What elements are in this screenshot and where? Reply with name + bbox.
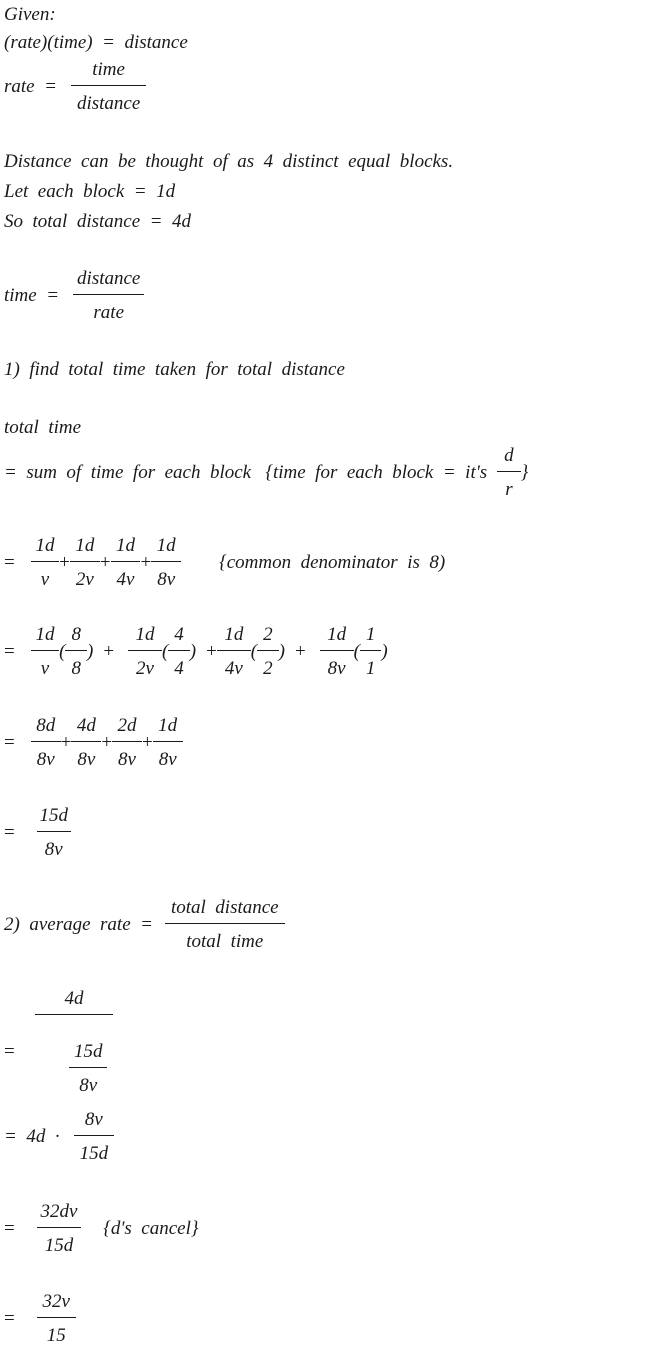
average-rate-equation [4, 898, 285, 951]
term-numerator: 1d [35, 535, 55, 556]
fraction-sum-line [4, 536, 445, 589]
unit-fraction [360, 625, 382, 678]
result-denominator: 8v [37, 831, 71, 859]
inner-numerator: 15d [73, 1041, 103, 1062]
term-denominator: 4v [217, 650, 251, 678]
cancel-note: {d's cancel} [103, 1217, 199, 1239]
eighths-sum-line [4, 716, 183, 769]
time-denominator: rate [73, 294, 144, 322]
term-numerator: 1d [156, 535, 176, 556]
product-numerator: 32dv [40, 1201, 78, 1222]
d-over-r-fraction [497, 446, 520, 499]
term-fraction [31, 716, 61, 769]
term-numerator: 1d [224, 624, 244, 645]
average-rate-fraction [165, 898, 285, 951]
term-fraction [31, 536, 59, 589]
unit-numerator: 8 [71, 624, 81, 645]
description-line-1: Distance can be thought of as 4 distinct equal blocks. [4, 151, 454, 172]
result-numerator: 15d [39, 805, 68, 826]
plus-sign: + [141, 731, 153, 753]
inner-denominator: 8v [69, 1067, 107, 1095]
unit-numerator: 1 [365, 624, 376, 645]
term-fraction [217, 625, 251, 678]
unit-fraction [168, 625, 190, 678]
term-numerator: 1d [35, 624, 55, 645]
r-denominator: r [497, 471, 520, 499]
close-paren: ) [86, 640, 94, 662]
term-numerator: 2d [117, 715, 137, 736]
term-fraction [111, 536, 141, 589]
common-denominator-note: {common denominator is 8) [219, 551, 446, 573]
rate-numerator: time [92, 59, 125, 80]
plus-sign: + [140, 551, 152, 573]
close-paren: ) [189, 640, 197, 662]
given-label: Given: [4, 4, 56, 25]
d-numerator: d [504, 445, 514, 466]
complex-numerator: 4d [64, 988, 84, 1009]
time-lhs: time = [4, 284, 60, 306]
term-denominator: v [31, 561, 59, 589]
total-time-result-line [4, 806, 71, 859]
term-fraction [71, 716, 101, 769]
equals-sign: = [4, 1217, 15, 1239]
equals-sign: = [4, 551, 15, 573]
term-denominator: 8v [112, 741, 142, 769]
equals-sign: = [4, 1040, 15, 1062]
term-fraction [31, 625, 59, 678]
term-numerator: 4d [76, 715, 96, 736]
term-fraction [151, 536, 181, 589]
rate-equation [4, 60, 146, 113]
plus-sign: + [101, 731, 113, 753]
unit-fraction [65, 625, 87, 678]
term-fraction [320, 625, 354, 678]
term-denominator: 8v [31, 741, 61, 769]
plus-sign: + [59, 551, 70, 573]
open-paren: ( [353, 640, 360, 662]
final-numerator: 32v [42, 1291, 70, 1312]
close-paren: ) [381, 640, 388, 662]
final-answer-fraction [37, 1292, 76, 1345]
unit-denominator: 2 [257, 650, 279, 678]
term-fraction [112, 716, 142, 769]
term-fraction [153, 716, 183, 769]
rate-lhs: rate = [4, 75, 57, 97]
inner-fraction [69, 1042, 107, 1095]
rate-denominator: distance [71, 85, 146, 113]
plus-sign: + [206, 640, 217, 662]
complex-fraction-line [4, 989, 113, 1114]
equals-sign: = [4, 1307, 15, 1329]
avg-denominator: total time [165, 923, 285, 951]
plus-sign: + [99, 551, 111, 573]
time-fraction [73, 269, 144, 322]
total-time-fraction [37, 806, 71, 859]
reciprocal-denominator: 15d [74, 1135, 115, 1163]
unit-denominator: 4 [168, 650, 190, 678]
term-numerator: 1d [135, 624, 155, 645]
avg-numerator: total distance [170, 897, 279, 918]
term-denominator: 8v [320, 650, 354, 678]
term-denominator: 2v [128, 650, 162, 678]
sum-close-brace: } [520, 461, 529, 483]
equals-sign: = [4, 821, 15, 843]
close-paren: ) [278, 640, 285, 662]
equals-sign: = [4, 731, 15, 753]
unit-numerator: 4 [174, 624, 184, 645]
product-fraction [37, 1202, 82, 1255]
term-denominator: 8v [71, 741, 101, 769]
plus-sign: + [294, 640, 306, 662]
term-numerator: 1d [327, 624, 347, 645]
final-denominator: 15 [37, 1317, 76, 1345]
description-line-2: Let each block = 1d [4, 181, 176, 202]
open-paren: ( [59, 640, 66, 662]
reciprocal-lhs: = 4d · [4, 1125, 60, 1147]
product-line [4, 1202, 198, 1255]
equals-sign: = [4, 640, 15, 662]
complex-fraction [35, 989, 113, 1114]
reciprocal-numerator: 8v [84, 1109, 103, 1130]
rate-fraction [71, 60, 146, 113]
time-equation [4, 269, 144, 322]
unit-denominator: 1 [360, 650, 382, 678]
plus-sign: + [103, 640, 115, 662]
term-denominator: 2v [70, 561, 100, 589]
term-fraction [128, 625, 162, 678]
term-denominator: 4v [111, 561, 141, 589]
final-answer-line [4, 1292, 76, 1345]
plus-sign: + [60, 731, 72, 753]
multiply-reciprocal-line [4, 1110, 114, 1163]
term-denominator: v [31, 650, 59, 678]
open-paren: ( [161, 640, 169, 662]
step-2-lhs: 2) average rate = [4, 913, 153, 935]
product-denominator: 15d [37, 1227, 82, 1255]
term-numerator: 8d [36, 715, 56, 736]
term-denominator: 8v [151, 561, 181, 589]
term-fraction [70, 536, 100, 589]
unit-denominator: 8 [65, 650, 87, 678]
term-denominator: 8v [153, 741, 183, 769]
formula-line: (rate)(time) = distance [4, 32, 188, 53]
term-numerator: 1d [75, 535, 95, 556]
unit-numerator: 2 [263, 624, 273, 645]
reciprocal-fraction [74, 1110, 115, 1163]
multiply-by-one-line [4, 625, 388, 678]
time-numerator: distance [77, 268, 141, 289]
total-time-label: total time [4, 417, 82, 438]
unit-fraction [257, 625, 279, 678]
sum-line [4, 446, 528, 499]
step-1-heading: 1) find total time taken for total distance [4, 359, 345, 380]
complex-denominator [35, 1014, 113, 1114]
term-numerator: 1d [116, 535, 135, 556]
open-paren: ( [250, 640, 258, 662]
sum-text: = sum of time for each block {time for each block = it's [4, 461, 488, 483]
term-numerator: 1d [158, 715, 178, 736]
description-line-3: So total distance = 4d [4, 211, 191, 232]
